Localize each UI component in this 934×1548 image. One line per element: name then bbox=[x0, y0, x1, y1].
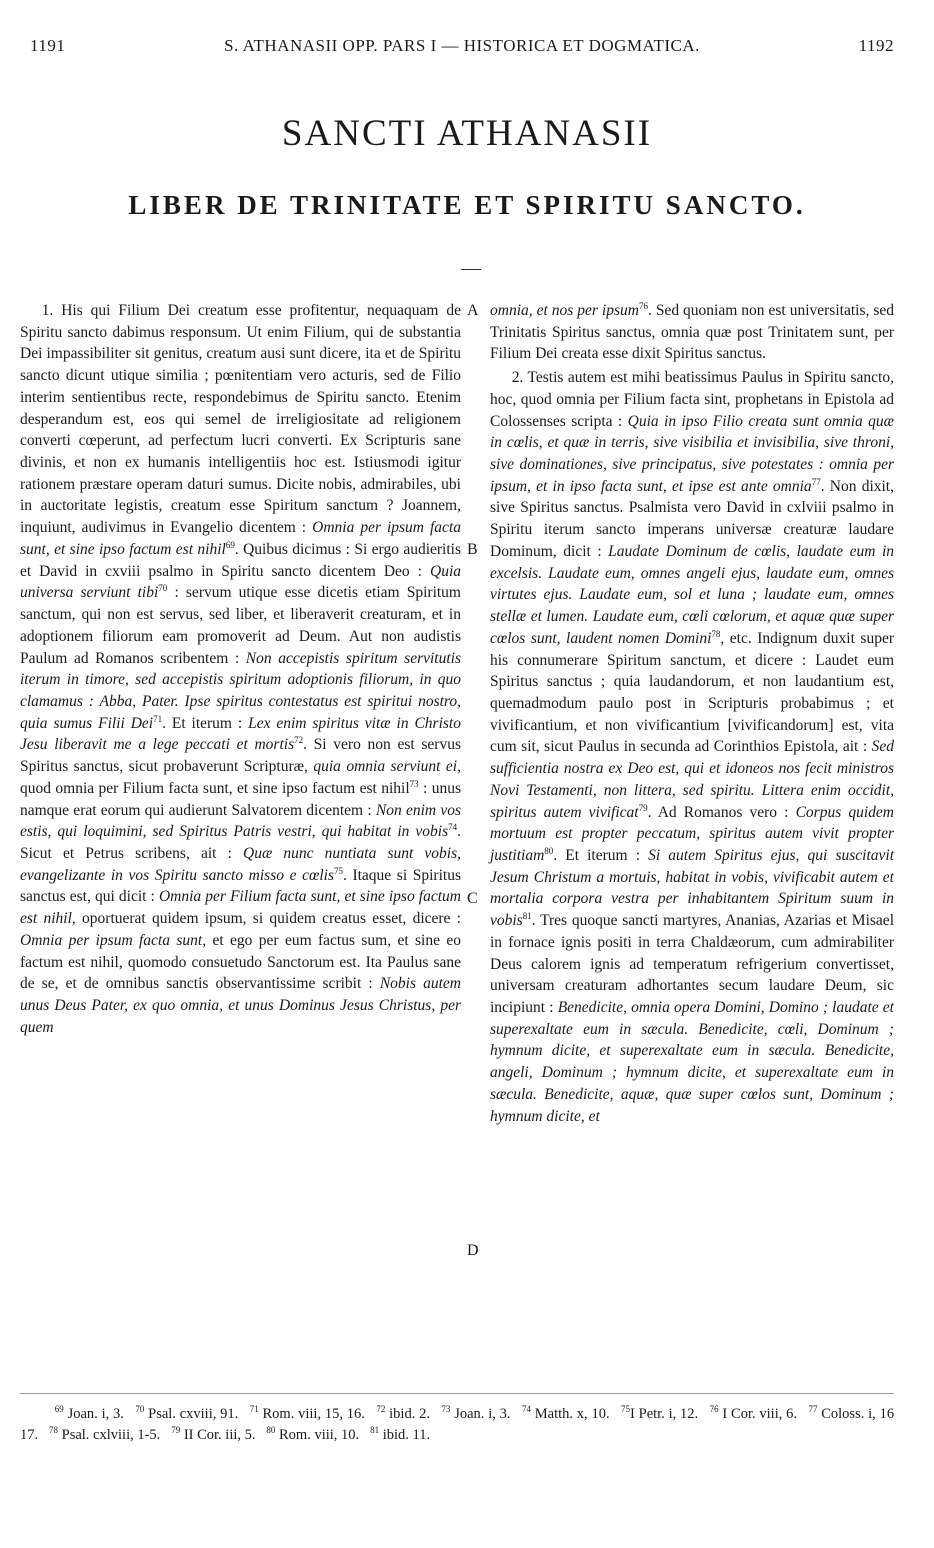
page-subtitle: LIBER DE TRINITATE ET SPIRITU SANCTO. bbox=[128, 190, 806, 220]
page-title: SANCTI ATHANASII bbox=[281, 113, 653, 154]
page-number-right: 1192 bbox=[858, 36, 894, 55]
footnote-ref: 73 bbox=[409, 778, 419, 789]
footnote-ref: 78 bbox=[711, 628, 721, 639]
footnote-ref: 77 bbox=[811, 476, 821, 487]
footnotes bbox=[20, 1404, 894, 1446]
footnote-ref: 80 bbox=[544, 845, 554, 856]
column-left bbox=[20, 300, 461, 1038]
margin-letter-a: A bbox=[467, 302, 479, 319]
margin-letter-d: D bbox=[467, 1242, 479, 1259]
footnote-ref: 69 bbox=[225, 539, 235, 550]
footnote: $^{80}$ Rom. viii, 10. bbox=[266, 1425, 360, 1443]
footnote-ref: 75 bbox=[333, 865, 343, 876]
footnote-divider bbox=[20, 1393, 894, 1394]
footnote-ref: 81 bbox=[522, 910, 532, 921]
column-right bbox=[490, 300, 894, 1127]
footnote: $^{79}$ II Cor. iii, 5. bbox=[171, 1425, 256, 1443]
title-divider bbox=[461, 269, 481, 270]
footnote-ref: 72 bbox=[294, 735, 304, 746]
footnote: $^{75}$I Petr. i, 12. bbox=[621, 1404, 699, 1422]
footnote-ref: 76 bbox=[638, 300, 648, 311]
running-head bbox=[30, 36, 894, 60]
footnote: $^{72}$ ibid. 2. bbox=[376, 1404, 430, 1422]
footnote: $^{76}$ I Cor. viii, 6. bbox=[709, 1404, 798, 1422]
page-number-left: 1191 bbox=[30, 36, 66, 55]
paragraph-2: 2. Testis autem est mihi beatissimus Paulus in Spiritu sancto, hoc, quod omnia per Filium facta sint, prophetans in Epistola ad Colossenses scripta : Quia in ipso Filio creata sunt omnia quæ in cœlis, et quæ in terris, sive visibilia et invisibilia, sive throni, sive dominationes, sive principatus, sive potestates : omnia per ipsum, et in ipso facta sunt, et ipse est ante omnia$^{77}$. Non dixit, sive Spiritus sanctus. Psalmista vero David in cxlviii psalmo in Spiritu iterum sancto imperans universæ creaturæ laudare Dominum, dicit : Laudate Dominum de cœlis, laudate eum in excelsis. Laudate eum, omnes angeli ejus, laudate eum, omnes virtutes ejus. Laudate eum, sol et luna ; laudate eum, omnes stellæ et lumen. Laudate eum, cœli cœlorum, et aquæ quæ super cœlos sunt, laudent nomen Domini$^{78}$, etc. Indignum duxit super his connumerare Spiritum sanctum, et dicere : Laudet eum Spiritus sanctus ; quia laudandorum, et non laudantium est, quemadmodum paulo post in Scripturis probabimus ; et vivificantium, et non vivificantium [vivificandorum] est, vita cum sit, sicut Paulus in secunda ad Corinthios Epistola, ait : Sed sufficientia nostra ex Deo est, qui et idoneos nos fecit ministros Novi Testamenti, non littera, sed spiritu. Littera enim occidit, spiritus autem vivificat$^{79}$. Ad Romanos vero : Corpus quidem mortuum est propter peccatum, spiritus autem vivit propter justitiam$^{80}$. Et iterum : Si autem Spiritus ejus, qui suscitavit Jesum Christum a mortuis, habitat in vobis, vivificabit autem et mortalia corpora vestra per inhabitantem Spiritum suum in vobis$^{81}$. Tres quoque sancti martyres, Ananias, Azarias et Misael in fornace ignis positi in terra Chaldæorum, cum admirabiliter Deus calorem ignis ad temperatum refrigerium convertisset, universam creaturam adhortantes secum laudare Deum, sic incipiunt : Benedicite, omnia opera Domini, Domino ; laudate et superexaltate eum in sæcula. Benedicite, cœli, Dominum ; hymnum dicite, et superexaltate eum in sæcula. Benedicite, angeli, Dominum ; hymnum dicite, et superexaltate eum in sæcula. Benedicite, aquæ, quæ super cœlos sunt, Dominum ; hymnum dicite, et bbox=[490, 369, 895, 1125]
margin-letter-c: C bbox=[467, 890, 478, 907]
footnote-ref: 74 bbox=[448, 822, 458, 833]
footnote: $^{81}$ ibid. 11. bbox=[370, 1425, 431, 1443]
footnote-ref: 79 bbox=[638, 802, 648, 813]
footnote: $^{74}$ Matth. x, 10. bbox=[521, 1404, 610, 1422]
footnote: $^{70}$ Psal. cxviii, 91. bbox=[135, 1404, 239, 1422]
footnote-ref: 71 bbox=[153, 713, 163, 724]
footnote: $^{69}$ Joan. i, 3. bbox=[54, 1404, 124, 1422]
footnote: $^{77}$ Coloss. i, 16 17. bbox=[20, 1404, 895, 1443]
footnote: $^{78}$ Psal. cxlviii, 1-5. bbox=[49, 1425, 161, 1443]
paragraph-1-continued: omnia, et nos per ipsum$^{76}$. Sed quoniam non est universitatis, sed Trinitatis Spiritus sanctus, omnia quæ post Trinitatem sunt, per Filium Dei creata esse dixit Spiritus sanctus. bbox=[490, 300, 894, 363]
margin-letter-b: B bbox=[467, 541, 478, 558]
footnote: $^{71}$ Rom. viii, 15, 16. bbox=[249, 1404, 365, 1422]
footnote-ref: 70 bbox=[158, 583, 168, 594]
running-title: S. ATHANASII OPP. PARS I — HISTORICA ET DOGMATICA. bbox=[224, 36, 700, 55]
footnote: $^{73}$ Joan. i, 3. bbox=[441, 1404, 511, 1422]
paragraph-1: 1. His qui Filium Dei creatum esse profitentur, nequaquam de Spiritu sancto dabimus responsum. Ut enim Filium, qui de substantia Dei impassibiliter sit genitus, creatum ausi sunt dicere, ita et de Spiritu sancto dicunt utique similia ; pœnitentiam vero acturis, sed de Filio interim sentientibus recte, respondebimus de Spiritu sancto. Etenim desperandum est, eos qui semel de irreligiositate ad religionem converti cœperunt, ad perfectum lucri converti. Ex Scripturis sane divinis, et non ex humanis intelligentiis hoc est. Istiusmodi igitur rationem præstare operam daturi sumus. Dicite nobis, admirabiles, ubi in auctoritate legistis, creatum esse Spiritum sanctum ? Joannem, inquiunt, audivimus in Evangelio dicentem : Omnia per ipsum facta sunt, et sine ipso factum est nihil$^{69}$. Quibus dicimus : Si ergo audieritis et David in cxviii psalmo in Spiritu sancto dicentem Deo : Quia universa serviunt tibi$^{70}$ : servum utique esse dicetis etiam Spiritum sanctum, qui non est servus, sed liber, et liberaverit creaturam, et in adoptionem filiorum eam promoverit ad Deum. Aut non audistis Paulum ad Romanos scribentem : Non accepistis spiritum servitutis iterum in timore, sed accepistis spiritum adoptionis filiorum, in quo clamamus : Abba, Pater. Ipse spiritus contestatus est spiritui nostro, quia sumus Filii Dei$^{71}$. Et iterum : Lex enim spiritus vitæ in Christo Jesu liberavit me a lege peccati et mortis$^{72}$. Si vero non est servus Spiritus sanctus, sicut probaverunt Scripturæ, quia omnia serviunt ei, quod omnia per Filium facta sunt, et sine ipso factum est nihil$^{73}$ : unus namque erat eorum qui audierunt Salvatorem dicentem : Non enim vos estis, qui loquimini, sed Spiritus Patris vestri, qui habitat in vobis$^{74}$. Sicut et Petrus scribens, ait : Quæ nunc nuntiata sunt vobis, evangelizante in vos Spiritu sancto misso e cœlis$^{75}$. Itaque si Spiritus sanctus est, qui dicit : Omnia per Filium facta sunt, et sine ipso factum est nihil, oportuerat quidem ipsum, si quidem creatus esset, dicere : Omnia per ipsum facta sunt, et ego per eum factus sum, et sine eo factum est nihil, quomodo consuetudo Sanctorum est. Ita Paulus sane de se, et de omnibus sanctis observantissime scribit : Nobis autem unus Deus Pater, ex quo omnia, et unus Dominus Jesus Christus, per quem bbox=[20, 302, 462, 1036]
